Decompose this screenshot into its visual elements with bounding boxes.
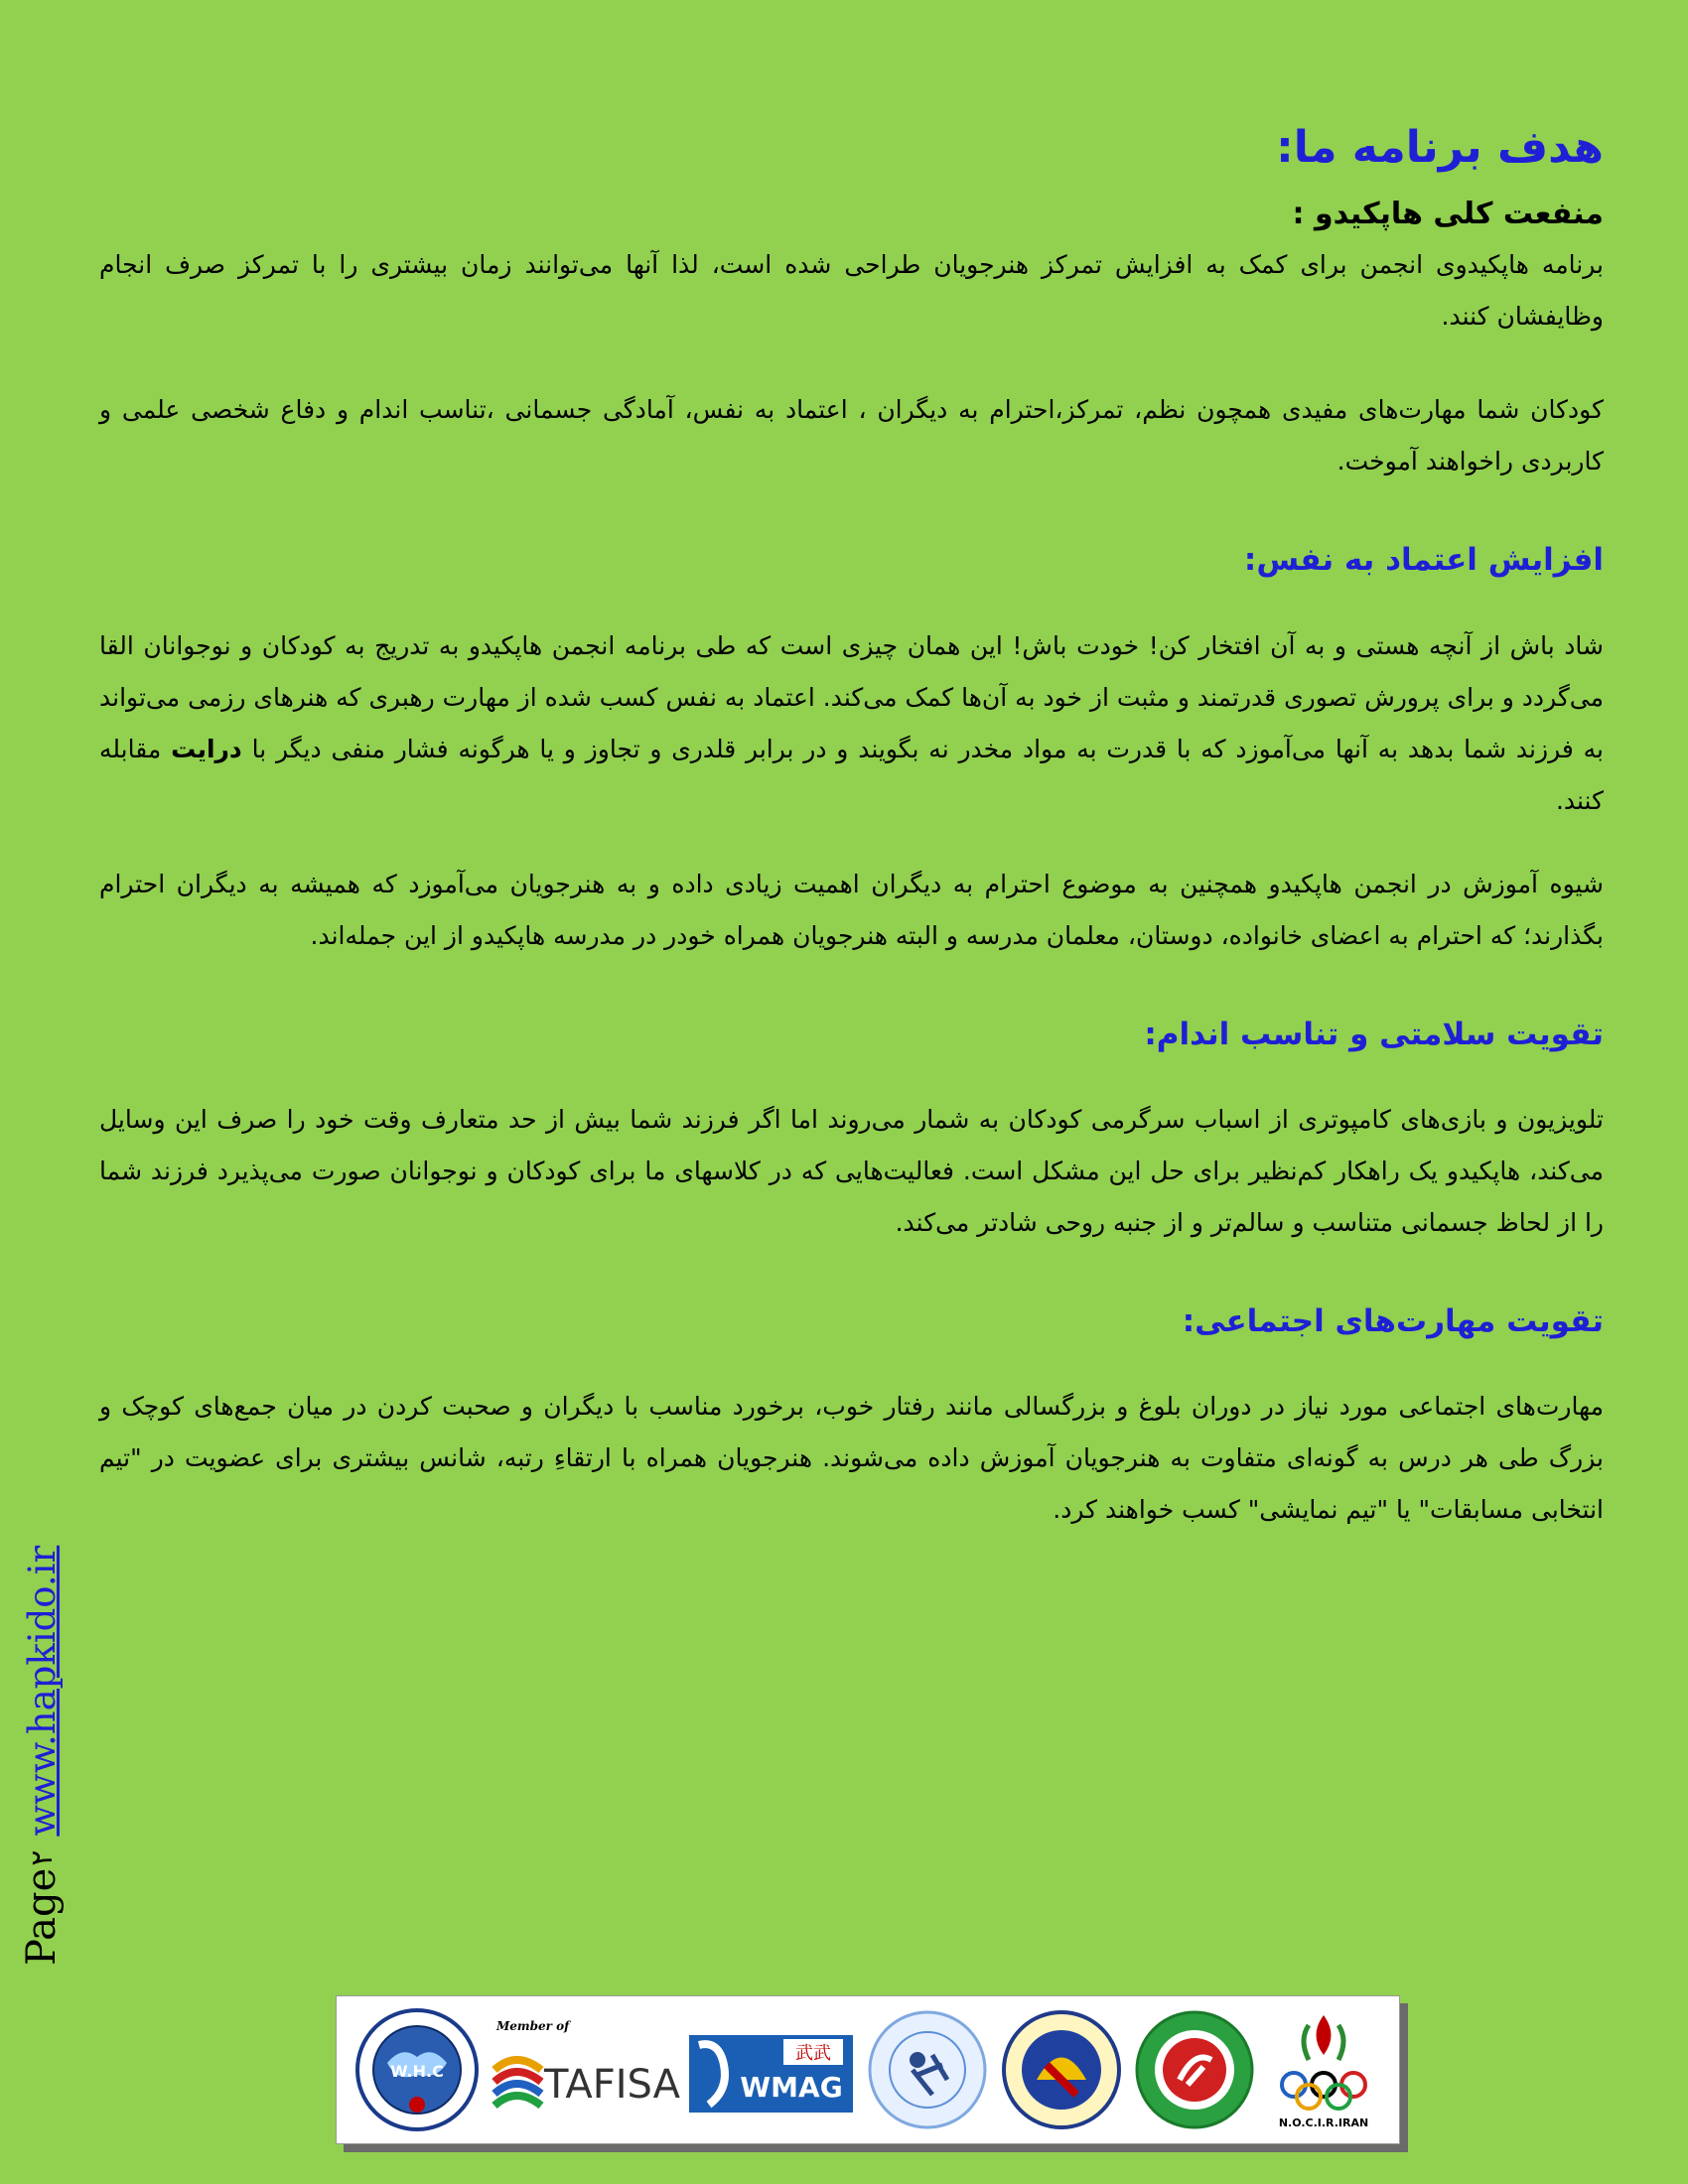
confidence-paragraph-1 — [99, 620, 1604, 827]
confidence-paragraph-2: شیوه آموزش در انجمن هاپکیدو همچنین به موضوع احترام به دیگران اهمیت زیادی داده و به هنرجویان می‌آموزد که همیشه به دیگران احترام بگذارند؛ که احترام به اعضای خانواده، دوستان، معلمان مدرسه و البته هنرجویان همراه خودر در مدرسه هاپکیدو از این جمله‌اند. — [99, 869, 1604, 950]
noc-label: N.O.C.I.R.IRAN — [1278, 2116, 1368, 2129]
intro-paragraph-1: برنامه هاپکیدوی انجمن برای کمک به افزایش تمرکز هنرجویان طراحی شده است، لذا آنها می‌توانند زمان بیشتری را با تمرکز صرف انجام وظایفشان کنند. — [99, 250, 1604, 332]
wmag-logo — [684, 2015, 858, 2124]
confidence-bold-word: درایت — [171, 734, 242, 763]
page-number: ۲ — [24, 1849, 60, 1866]
member-of-label: Member of — [495, 2019, 570, 2033]
tafisa-logo — [487, 2010, 680, 2129]
whc-logo — [352, 2005, 482, 2134]
page-title: هدف برنامه ما: — [1276, 122, 1604, 173]
website-link[interactable]: www.hapkido.ir — [20, 1545, 64, 1837]
svg-text:武武: 武武 — [795, 2043, 832, 2064]
fitness-paragraph: تلویزیون و بازی‌های کامپوتری از اسباب سرگرمی کودکان به شمار می‌روند اما اگر فرزند شما بیش از حد متعارف وقت خود را صرف این وسایل می‌کند، هاپکیدو یک راهکار کم‌نظیر برای حل این مشکل است. فعالیت‌هایی که در کلاسهای ما برای کودکان و نوجوانان صورت می‌پذیرد فرزند شما را از لحاظ جسمانی متناسب و سالم‌تر و از جنبه روحی شادتر می‌کند. — [99, 1104, 1604, 1237]
confidence-text-a: شاد باش از آنچه هستی و به آن افتخار کن! خودت باش! این همان چیزی است که طی برنامه انجمن هاپکیدو به تدریج به کودکان و نوجوانان القا می‌گردد و برای پرورش تصوری قدرتمند و مثبت از خود به آن‌ها کمک می‌کند. اعتماد به نفس کسب شده از مهارت رهبری که هنرهای رزمی می‌تواند به فرزند شما بدهد به آنها می‌آموزد که با قدرت به مواد مخدر نه بگویند و در برابر قلدری و تجاوز و یا هرگونه فشار منفی دیگر با — [99, 630, 1604, 763]
asian-federation-logo — [863, 2005, 992, 2134]
section-heading-social: تقویت مهارت‌های اجتماعی: — [1182, 1302, 1604, 1339]
wmag-label: WMAG — [740, 2071, 844, 2104]
section-heading-confidence: افزایش اعتماد به نفس: — [1243, 542, 1604, 579]
whc-label: W.H.C — [390, 2062, 445, 2081]
tafisa-label: TAFISA — [543, 2062, 680, 2108]
section-heading-fitness: تقویت سلامتی و تناسب اندام: — [1144, 1016, 1604, 1052]
confidence-text-b: مقابله کنند. — [99, 734, 1604, 815]
subtitle: منفعت کلی هاپکیدو : — [1292, 197, 1604, 232]
intro-paragraph-2: کودکان شما مهارت‌های مفیدی همچون نظم، تمرکز،احترام به دیگران ، اعتماد به نفس، آمادگی جسمانی ،تناسب اندام و دفاع شخصی علمی و کاربردی راخواهند آموخت. — [99, 395, 1604, 477]
logo-strip — [336, 1995, 1400, 2144]
side-footer — [12, 1499, 71, 1966]
document-body — [99, 119, 1604, 1568]
martial-arts-federation-logo — [1130, 2005, 1259, 2134]
page-label: Page — [19, 1867, 65, 1966]
iran-hapkido-logo — [997, 2005, 1126, 2134]
noc-iran-logo — [1264, 2005, 1383, 2134]
social-paragraph: مهارت‌های اجتماعی مورد نیاز در دوران بلوغ و بزرگسالی مانند رفتار خوب، برخورد مناسب با دیگران و صحبت کردن در میان جمع‌های کوچک و بزرگ طی هر درس به گونه‌ای متفاوت به هنرجویان آموزش داده می‌شوند. هنرجویان همراه با ارتقاءِ رتبه، شانس بیشتری برای عضویت در "تیم انتخابی مسابقات" یا "تیم نمایشی" کسب خواهند کرد. — [99, 1392, 1604, 1525]
